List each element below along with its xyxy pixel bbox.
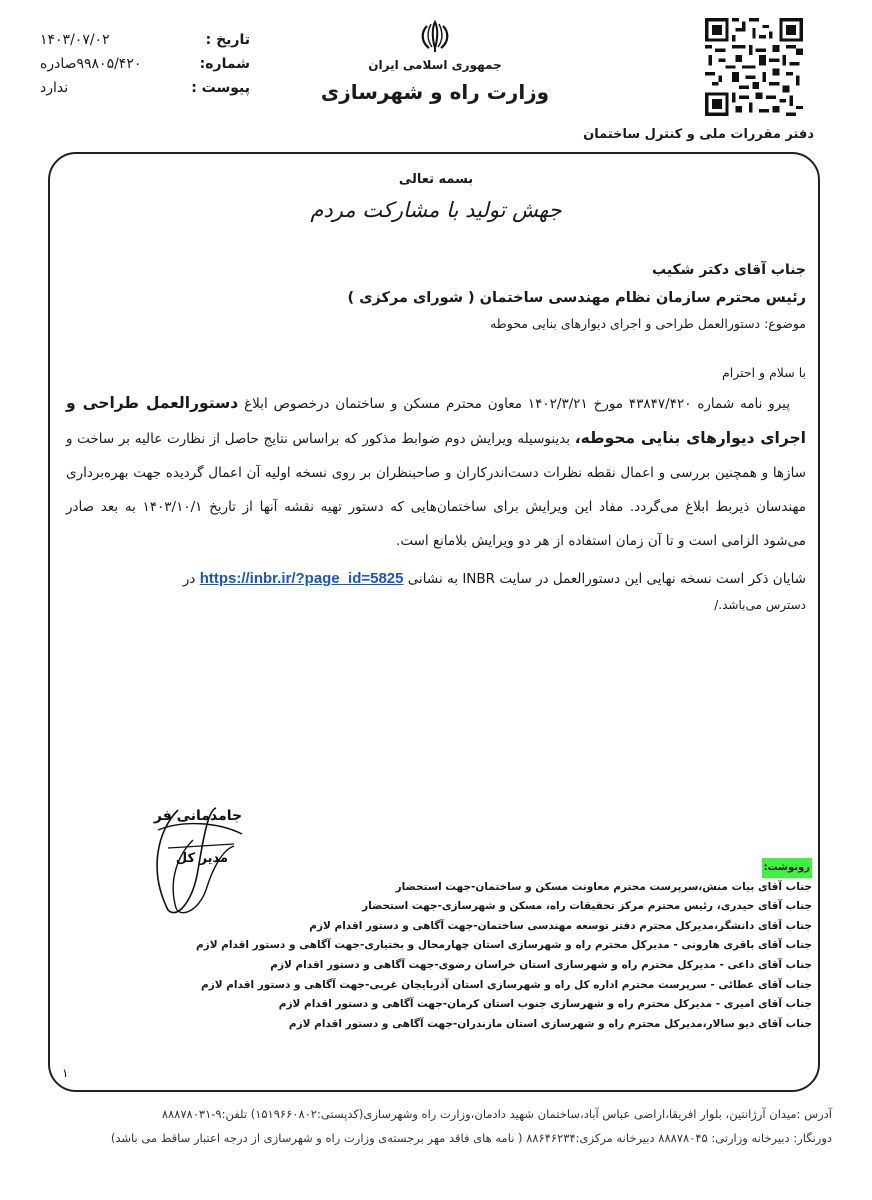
meta-attachment-label: پیوست : — [191, 80, 250, 96]
copy-line: جناب آقای داعی - مدیرکل محترم راه و شهرسازی استان خراسان رضوی-جهت آگاهی و دستور اقدام لازم — [270, 958, 812, 971]
meta-number-row — [40, 52, 250, 76]
copies-list — [172, 858, 812, 1034]
footer — [32, 1102, 832, 1150]
footer-address: آدرس :میدان آرژانتین، بلوار افریقا،اراضی عباس آباد،ساختمان شهید دادمان،وزارت راه وشهرسازی(کدپستی:۱۵۱۹۶۶۰۸۰۲) تلفن:۹-۸۸۸۷۸۰۳۱ — [161, 1107, 832, 1121]
copy-line: جناب آقای دیو سالار،مدیرکل محترم راه و شهرسازی استان مازندران-جهت آگاهی و دستور اقدام لازم — [288, 1017, 812, 1030]
qr-code-icon — [705, 18, 803, 116]
meta-number-label: شماره: — [199, 56, 250, 72]
letter-body — [66, 262, 806, 612]
meta-date-row — [40, 28, 250, 52]
copy-line: جناب آقای دانشگر،مدیرکل محترم دفتر توسعه مهندسی ساختمان-جهت آگاهی و دستور اقدام لازم — [309, 919, 812, 932]
signature-name: جامدمانی فر — [153, 808, 243, 824]
body-paragraph-2-intro: شایان ذکر است نسخه نهایی این دستورالعمل در سایت INBR به نشانی — [407, 571, 806, 587]
iran-emblem-icon — [415, 18, 455, 54]
year-slogan: جهش تولید با مشارکت مردم — [310, 198, 562, 222]
body-paragraph-2-end: در — [182, 571, 196, 587]
recipient-title: رئیس محترم سازمان نظام مهندسی ساختمان ( شورای مرکزی ) — [347, 290, 806, 306]
republic-title: جمهوری اسلامی ایران — [368, 58, 502, 72]
bismillah: بسمه تعالی — [398, 172, 474, 187]
copy-line: جناب آقای حیدری، رئیس محترم مرکز تحقیقات راه، مسکن و شهرسازی-جهت استحضار — [362, 900, 812, 913]
guideline-title: دستورالعمل طراحی و اجرای دیوارهای بنایی محوطه، — [66, 394, 806, 447]
copies-heading: رونوشت: — [762, 858, 812, 878]
salutation: با سلام و احترام — [722, 365, 806, 380]
recipient-name: جناب آقای دکتر شکیب — [652, 262, 806, 278]
footer-fax: دورنگار: دبیرخانه وزارتی: ۸۸۸۷۸۰۴۵ دبیرخانه مرکزی:۸۸۶۴۶۲۳۴ ( نامه های فاقد مهر برجسته‌ی وزارت راه و شهرسازی از درجه اعتبار ساقط می باشد) — [110, 1131, 832, 1145]
page-number: ۱ — [62, 1066, 69, 1080]
ministry-title: وزارت راه و شهرسازی — [320, 80, 550, 104]
copy-line: جناب آقای عطائی - سرپرست محترم اداره کل راه و شهرسازی استان آذربایجان غربی-جهت آگاهی و دستور اقدام لازم — [201, 978, 812, 991]
letter-subject: موضوع: دستورالعمل طراحی و اجرای دیوارهای بنایی محوطه — [490, 316, 806, 331]
meta-date-value: ۱۴۰۳/۰۷/۰۲ — [40, 32, 110, 48]
inbr-link[interactable]: https://inbr.ir/?page_id=5825 — [199, 570, 404, 587]
meta-date-label: تاریخ : — [205, 32, 250, 48]
copy-line: جناب آقای امیری - مدیرکل محترم راه و شهرسازی جنوب استان کرمان-جهت آگاهی و دستور اقدام لازم — [278, 998, 812, 1011]
body-paragraph-1-intro: پیرو نامه شماره ۴۳۸۴۷/۴۲۰ مورخ ۱۴۰۲/۳/۲۱ معاون محترم مسکن و ساختمان درخصوص ابلاغ — [244, 396, 790, 412]
body-paragraph-1-rest: بدینوسیله ویرایش دوم ضوابط مذکور که براساس نتایج حاصل از نظارت عالیه بر ساخت و سازها و همچنین بررسی و اعمال نقطه نظرات دست‌اندرکاران و صاحبنظران بر روی نسخه اولیه آن اعمال گردیده جهت بهره‌برداری مهندسان ذیربط ابلاغ می‌گردد. مفاد این ویرایش برای ساختمان‌هایی که دستور تهیه نقشه آنها از تاریخ ۱۴۰۳/۱۰/۱ به بعد صادر می‌شود الزامی است و تا آن زمان استفاده از هر دو ویرایش بلامانع است. — [66, 431, 806, 549]
copy-line: جناب آقای باقری هارونی - مدیرکل محترم راه و شهرسازی استان چهارمحال و بختیاری-جهت آگاهی و دستور اقدام لازم — [195, 939, 812, 952]
signature-role: مدیر کل — [175, 851, 229, 866]
availability-text: دسترس می‌باشد./ — [714, 598, 806, 612]
body-paragraph-1 — [66, 386, 806, 558]
meta-number-value: ۹۹۸۰۵/۴۲۰صادره — [40, 56, 142, 72]
office-title: دفتر مقررات ملی و کنترل ساختمان — [583, 127, 814, 142]
meta-attachment-row — [40, 76, 250, 100]
copy-line: جناب آقای بیات منش،سرپرست محترم معاونت مسکن و ساختمان-جهت استحضار — [395, 880, 812, 893]
letter-meta — [40, 28, 250, 100]
body-paragraph-2 — [66, 562, 806, 596]
meta-attachment-value: ندارد — [40, 80, 69, 96]
